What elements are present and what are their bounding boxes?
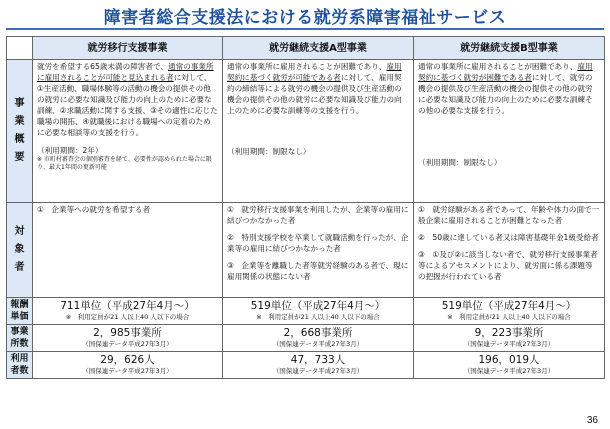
offices-cell-transition: 2，985事業所 （国保連データ平成27年3月） [33, 325, 223, 352]
fee-cell-transition: 711単位（平成27年4月～） ※ 利用定員が21 人以上40 人以下の場合 [33, 298, 223, 325]
column-header-transition: 就労移行支援事業 [33, 37, 223, 60]
fee-cell-type-a: 519単位（平成27年4月～） ※ 利用定員が21 人以上40 人以下の場合 [223, 298, 414, 325]
usage-period: （利用期間：制限なし） [227, 147, 311, 156]
row-header-target: 対象者 [7, 203, 33, 298]
usage-period: （利用期間：制限なし） [418, 158, 502, 167]
usage-period: （利用期間：2年） [37, 146, 103, 155]
summary-cell-type-a: 通常の事業所に雇用されることが困難であり、雇用契約に基づく就労が可能である者に対して、雇用契約の締結等による就労の機会の提供及び生産活動の機会の提供その他の就労に必要な知識及び能力の向上のために必要な訓練等の支援を行う。 （利用期間：制限なし） [223, 60, 414, 203]
column-header-type-b: 就労継続支援B型事業 [414, 37, 605, 60]
target-cell-transition [33, 203, 223, 298]
page-title: 障害者総合支援法における就労系障害福祉サービス [103, 8, 507, 28]
offices-row [7, 325, 605, 352]
target-item: ③ ①及び②に該当しない者で、就労移行支援事業者等によるアセスメントにより、就労面に係る課題等の把握が行われている者 [418, 250, 598, 281]
corner-cell [7, 37, 33, 60]
row-header-offices: 事業所数 [7, 325, 33, 352]
service-comparison-table [6, 36, 605, 379]
target-item: ① 就労移行支援事業を利用したが、企業等の雇用に結びつかなかった者 [227, 205, 409, 225]
column-header-type-a: 就労継続支援A型事業 [223, 37, 414, 60]
target-item: ③ 企業等を離職した者等就労経験のある者で、現に雇用関係の状態にない者 [227, 261, 409, 281]
offices-cell-type-b: 9，223事業所 （国保連データ平成27年3月） [414, 325, 605, 352]
title-divider [6, 28, 604, 30]
users-cell-type-b: 196，019人 （国保連データ平成27年3月） [414, 352, 605, 379]
fee-row [7, 298, 605, 325]
row-header-summary: 事業概要 [7, 60, 33, 203]
users-cell-type-a: 47，733人 （国保連データ平成27年3月） [223, 352, 414, 379]
row-header-fee: 報酬単価 [7, 298, 33, 325]
target-cell-type-a [223, 203, 414, 298]
target-row [7, 203, 605, 298]
summary-row [7, 60, 605, 203]
target-item: ② 50歳に達している者又は障害基礎年金1級受給者 [418, 233, 599, 242]
target-item: ① 企業等への就労を希望する者 [37, 205, 151, 214]
users-row [7, 352, 605, 379]
users-cell-transition: 29，626人 （国保連データ平成27年3月） [33, 352, 223, 379]
page-number: 36 [586, 415, 598, 426]
header-row [7, 37, 605, 60]
summary-cell-transition: 就労を希望する65歳未満の障害者で、通常の事業所に雇用されることが可能と見込まれる者に対して、①生産活動、職場体験等の活動の機会の提供その他の就労に必要な知識及び能力の向上のために必要な訓練、②求職活動に関する支援、③その適性に応じた職場の開拓、④就職後における職場への定着のために必要な相談等の支援を行う。 （利用期間：2年） ※ 市町村審査会の個別審査を経て、必要性が認められた場合に限り、最大1年間の更新可能 [33, 60, 223, 203]
usage-note: ※ 市町村審査会の個別審査を経て、必要性が認められた場合に限り、最大1年間の更新可能 [37, 156, 212, 171]
row-header-users: 利用者数 [7, 352, 33, 379]
fee-cell-type-b: 519単位（平成27年4月～） ※ 利用定員が21 人以上40 人以下の場合 [414, 298, 605, 325]
summary-cell-type-b: 通常の事業所に雇用されることが困難であり、雇用契約に基づく就労が困難である者に対して、就労の機会の提供及び生産活動の機会の提供その他の就労に必要な知識及び能力の向上のために必要な訓練その他の必要な支援を行う。 （利用期間：制限なし） [414, 60, 605, 203]
target-item: ① 就労経験がある者であって、年齢や体力の面で一般企業に雇用されることが困難となった者 [418, 205, 600, 225]
offices-cell-type-a: 2，668事業所 （国保連データ平成27年3月） [223, 325, 414, 352]
target-cell-type-b [414, 203, 605, 298]
target-item: ② 特別支援学校を卒業して就職活動を行ったが、企業等の雇用に結びつかなかった者 [227, 233, 409, 253]
